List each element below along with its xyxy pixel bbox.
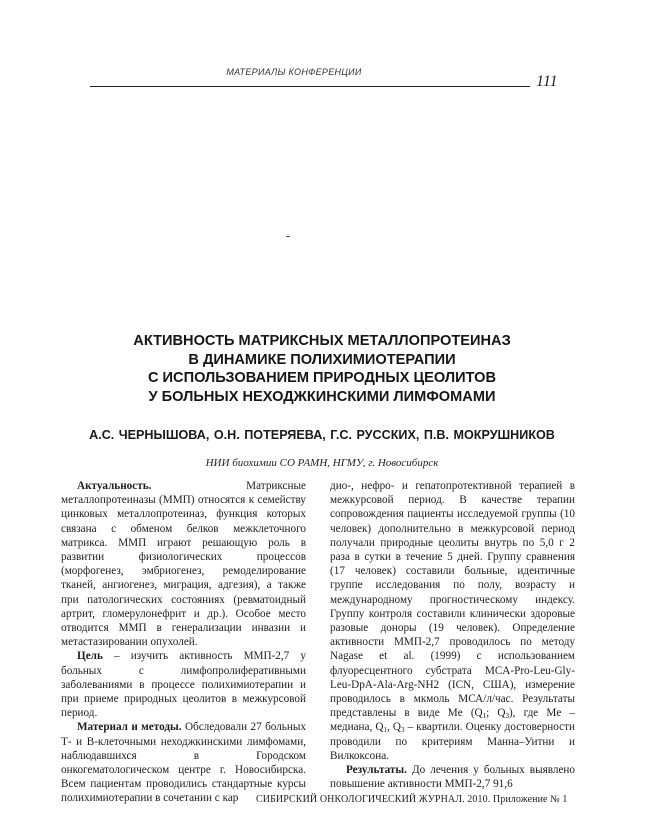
quartile-subscript: 3 xyxy=(505,712,509,721)
quartile-subscript: 3 xyxy=(400,726,405,735)
title-line: В ДИНАМИКЕ ПОЛИХИМИОТЕРАПИИ xyxy=(188,351,456,368)
label-methods: Материал и методы. xyxy=(77,721,182,734)
body-column-left xyxy=(61,479,306,806)
paragraph-results xyxy=(330,763,575,791)
title-line: У БОЛЬНЫХ НЕХОДЖКИНСКИМИ ЛИМФОМАМИ xyxy=(148,388,496,405)
text-relevance: Матриксные металлопротеиназы (ММП) относятся к семейству цинковых металлопротеиназ, функция которых связана с обменом белков межклеточного матрикса. ММП играют решающую роль в развитии физиологических процессов (морфогенез, эмбриогенез, ремоделирование тканей, ангиогенез, миграция, адгезия), а также при патологических состояниях (ревматоидный артрит, гломерулонефрит и др.). Особое место отводится ММП в генерализации инвазии и метастазировании опухолей. xyxy=(61,480,306,649)
label-results: Результаты. xyxy=(346,764,407,777)
text-methods-right: ; Q xyxy=(486,707,506,720)
quartile-subscript: 1 xyxy=(383,726,387,735)
article-title xyxy=(60,332,584,406)
paragraph-methods-cont xyxy=(330,479,575,763)
text-methods-right: дио-, нефро- и гепатопротективной терапией в межкурсовой период. В качестве терапии сопровождения пациенты исследуемой группы (10 человек) дополнительно в межкурсовой период получали природные цеолиты внутрь по 5,0 г 2 раза в сутки в течение 5 дней. Группу сравнения (17 человек) составили больные, идентичные группе исследования по полу, возрасту и международному прогностическому индексу. Группу контроля составили клинически здоровые разовые доноры (19 человек). Определение активности ММП-2,7 проводилось по методу Nagase et al. (1999) с использованием флуоресцентного субстрата MCA-Pro-Leu-Gly-Leu-DpA-Ala-Arg-NH2 (ICN, США), измерение проводилось в мкмоль МСА/л/час. Результаты представлены в виде Me (Q xyxy=(330,480,575,720)
paragraph-methods-start xyxy=(61,720,306,805)
paragraph-relevance xyxy=(61,479,306,649)
stray-mark xyxy=(286,236,290,237)
label-aim: Цель xyxy=(77,650,103,663)
journal-footer: СИБИРСКИЙ ОНКОЛОГИЧЕСКИЙ ЖУРНАЛ. 2010. Приложение № 1 xyxy=(256,794,568,805)
affiliation: НИИ биохимии СО РАМН, НГМУ, г. Новосибирск xyxy=(205,457,439,469)
title-line: С ИСПОЛЬЗОВАНИЕМ ПРИРОДНЫХ ЦЕОЛИТОВ xyxy=(147,370,497,386)
paragraph-aim xyxy=(61,649,306,720)
page-number: 111 xyxy=(536,73,558,90)
authors: А.С. ЧЕРНЫШОВА, О.Н. ПОТЕРЯЕВА, Г.С. РУССКИХ, П.В. МОКРУШНИКОВ xyxy=(89,428,555,442)
text-results: До лечения у больных выявлено повышение активности ММП-2,7 91,6 xyxy=(330,764,575,791)
text-aim: – изучить активность ММП-2,7 у больных с лимфопролиферативными заболеваниями в процессе полихимиотерапии и при приеме природных цеолитов в межкурсовой период. xyxy=(61,650,306,720)
quartile-subscript: 1 xyxy=(482,712,487,721)
title-line: АКТИВНОСТЬ МАТРИКСНЫХ МЕТАЛЛОПРОТЕИНАЗ xyxy=(133,333,511,349)
text-methods-right: ), где Me – медиана, Q xyxy=(330,707,576,734)
text-methods-left: Обследовали 27 больных Т- и В-клеточными неходжкинскими лимфомами, наблюдавшихся в Городском онкогематологическом центре г. Новосибирска. Всем пациентам проводились стандартные курсы полихимиотерапии в сочетании с кар xyxy=(61,721,306,805)
text-methods-right: – квартили. Оценку достоверности проводили по критериям Манна–Уитни и Вилкоксона. xyxy=(330,721,575,762)
body-column-right xyxy=(330,479,575,791)
running-head: МАТЕРИАЛЫ КОНФЕРЕНЦИИ xyxy=(226,67,362,77)
text-methods-right: , Q xyxy=(386,721,401,734)
header-rule xyxy=(90,86,530,87)
label-relevance: Актуальность. xyxy=(77,480,152,492)
